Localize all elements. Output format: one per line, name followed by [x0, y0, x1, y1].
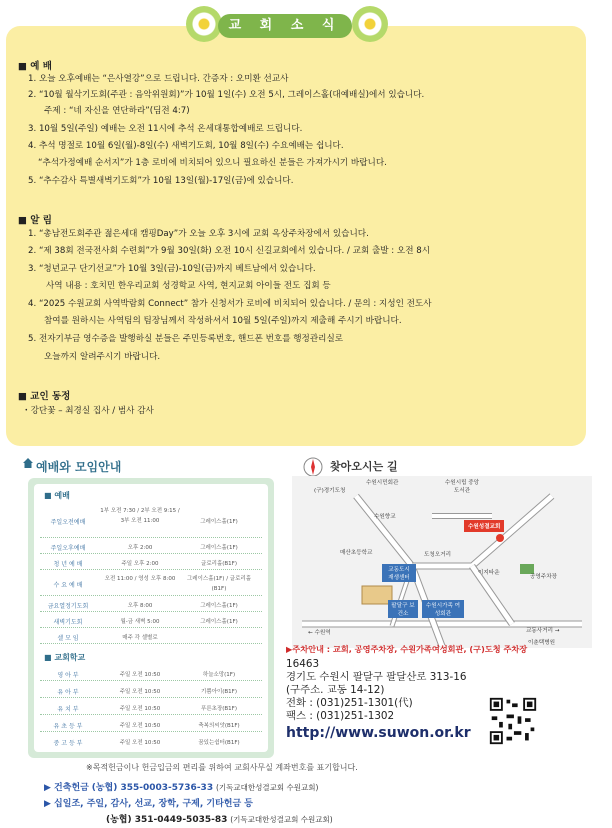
notice-section-header: ■ 알 림: [18, 215, 52, 226]
worship-item-4-detail: “추석가정예배 순서지”가 1층 로비에 비치되어 있으니 필요하신 분들은 가져가시기 바랍니다.: [38, 158, 387, 168]
old-address: (구주소. 교동 14-12): [286, 684, 385, 696]
schedule-row: 청 년 예 배 주일 오후 2:00 글로리홀(B1F): [40, 556, 262, 570]
notice-item-5-detail: 오늘까지 알려주시기 바랍니다.: [44, 352, 161, 362]
notice-item-3-detail: 사역 내용 : 호치민 한우리교회 성경학교 사역, 현지교회 아이들 전도 집회 등: [46, 281, 331, 291]
map-label-hospital: 이춘택병원: [528, 640, 556, 646]
worship-item-4: 4. 추석 명절로 10월 6일(월)-8일(수) 새벽기도회, 10월 8일(수) 수요예배는 쉽니다.: [28, 141, 344, 151]
worship-item-3: 3. 10월 5일(주일) 예배는 오전 11시에 추석 온세대통합예배로 드립니다.: [28, 124, 303, 134]
map-label-city-hall: 수원시민회관: [366, 480, 399, 486]
schedule-title: 예배와 모임안내: [36, 460, 122, 474]
notice-item-1: 1. “총남전도회주관 젊은세대 캠핑Day”가 오늘 오후 3시에 교회 옥상주차장에서 있습니다.: [28, 229, 369, 239]
schedule-row: 셀 모 임 매주 각 셀별로: [40, 630, 262, 644]
map-label-regen-center: 교동도시 재생센터: [382, 564, 416, 582]
house-icon: [22, 457, 34, 469]
map-label-family-center: 수원시가족 여성회관: [422, 600, 464, 618]
schedule-row: 영 아 부 주일 오전 10:50 하늘소망(1F): [40, 666, 262, 681]
schedule-row: 주일오전예배 1부 오전 7:30 / 2부 오전 9:15 / 3부 오전 11:00 그레이스홀(1F): [40, 504, 262, 538]
flower-icon: [186, 6, 222, 42]
schedule-row: 금요열정기도회 오후 8:00 그레이스홀(1F): [40, 598, 262, 612]
map-label-intersection-2: 도청오거리: [424, 552, 452, 558]
schedule-panel-bg: [28, 478, 274, 758]
map-label-ewha: 이지타운: [478, 570, 500, 576]
map-label-intersection: 교동사거리 →: [526, 628, 560, 634]
compass-icon: [302, 456, 324, 478]
notice-item-4-detail: 참여를 원하시는 사역팀의 팀장님께서 작성하셔서 10월 5일(주일)까지 제출해 주시기 바랍니다.: [44, 316, 402, 326]
schedule-row: 유 초 등 부 주일 오전 10:50 축복의씨앗(B1F): [40, 717, 262, 732]
schedule-table: [34, 484, 268, 752]
schedule-row: 유 치 부 주일 오전 10:50 푸른초장(B1F): [40, 700, 262, 715]
address: 경기도 수원시 팔달구 팔달산로 313-16: [286, 671, 467, 683]
church-marker: 수원성결교회: [464, 520, 504, 532]
schedule-row: 유 아 부 주일 오전 10:50 기쁨아이(B1F): [40, 683, 262, 698]
general-offering-account: (농협) 351-0449-5035-83 (기독교대한성결교회 수원교회): [106, 815, 333, 825]
worship-item-1: 1. 오늘 오후예배는 “은사열강”으로 드립니다. 간증자 : 오미환 선교사: [28, 74, 289, 84]
qr-code-icon[interactable]: [486, 694, 540, 748]
zip-code: 16463: [286, 658, 320, 670]
map-label-station: ← 수원역: [308, 630, 331, 636]
schedule-row: 수 요 예 배 오전 11:00 / 영성 오후 8:00 그레이스홀(1F) / 글로리홀(B1F): [40, 572, 262, 596]
parking-info: ▶주차안내 : 교회, 공영주차장, 수원가족여성회관, (구)도청 주차장: [286, 644, 528, 654]
fax: 팩스 : (031)251-1302: [286, 710, 395, 722]
phone: 전화 : (031)251-1301(代): [286, 697, 413, 709]
worship-section-header: ■ 예 배: [18, 61, 52, 72]
members-item-1: ・강단꽃 – 최경실 집사 / 범사 감사: [22, 406, 154, 416]
church-contact-info: [286, 644, 586, 741]
worship-item-2-theme: 주제 : “네 자신을 연단하라”(딤전 4:7): [44, 106, 190, 116]
schedule-worship-header: ■ 예배: [44, 491, 70, 500]
map-label-hyanggyo: 수원향교: [374, 514, 396, 520]
worship-item-5: 5. “추수감사 특별새벽기도회”가 10월 13일(월)-17일(금)에 있습니다.: [28, 176, 294, 186]
map-label-school: 매산초등학교: [340, 550, 373, 556]
map-label-gyeonggi: (구)경기도청: [314, 488, 346, 494]
schedule-row: 새벽기도회 월-금 새벽 5:00 그레이스홀(1F): [40, 614, 262, 628]
worship-item-2: 2. “10월 월삭기도회(주관 : 음악위원회)”가 10월 1일(수) 오전 5시, 그레이스홀(대예배실)에서 있습니다.: [28, 90, 425, 100]
flower-icon: [352, 6, 388, 42]
road-map: [292, 476, 592, 648]
notice-item-3: 3. “청년교구 단기선교”가 10월 3일(금)-10일(금)까지 베트남에서 있습니다.: [28, 264, 316, 274]
map: [292, 476, 592, 648]
schedule-school-header: ■ 교회학교: [44, 653, 86, 662]
account-note: ※목적헌금이나 헌금입금의 편리를 위하여 교회사무실 계좌번호를 표기합니다.: [86, 763, 358, 772]
map-label-library: 수원시립 중앙도서관: [444, 480, 480, 494]
notice-item-4: 4. “2025 수원교회 사역박람회 Connect” 참가 신청서가 로비에 비치되어 있습니다. / 문의 : 지성인 전도사: [28, 299, 432, 309]
notice-item-2: 2. “제 38회 전국전사회 수련회”가 9월 30일(화) 오전 10시 신길교회에서 있습니다. / 교회 출발 : 오전 8시: [28, 246, 431, 256]
general-offering-label: ▶ 십일조, 주일, 감사, 선교, 장학, 구제, 기타헌금 등: [44, 799, 253, 809]
news-title: 교 회 소 식: [218, 14, 352, 38]
schedule-row: 중 고 등 부 주일 오전 10:50 꿈있는쉼터(B1F): [53, 740, 240, 747]
schedule-panel: [28, 458, 274, 758]
members-section-header: ■ 교인 동정: [18, 391, 71, 402]
notice-item-5: 5. 전자기부금 영수증을 발행하실 분들은 주민등록번호, 핸드폰 번호를 행정관리실로: [28, 334, 344, 344]
map-label-health-center: 팔달구 보건소: [388, 600, 418, 618]
map-title: 찾아오시는 길: [330, 460, 398, 473]
schedule-row: 주일오후예배 오후 2:00 그레이스홀(1F): [40, 540, 262, 554]
website-link[interactable]: http://www.suwon.or.kr: [286, 725, 471, 741]
building-offering-account: ▶ 건축헌금 (농협) 355-0003-5736-33 (기독교대한성결교회 수원교회): [44, 783, 319, 793]
map-label-parking: 공영주차장: [530, 574, 558, 580]
